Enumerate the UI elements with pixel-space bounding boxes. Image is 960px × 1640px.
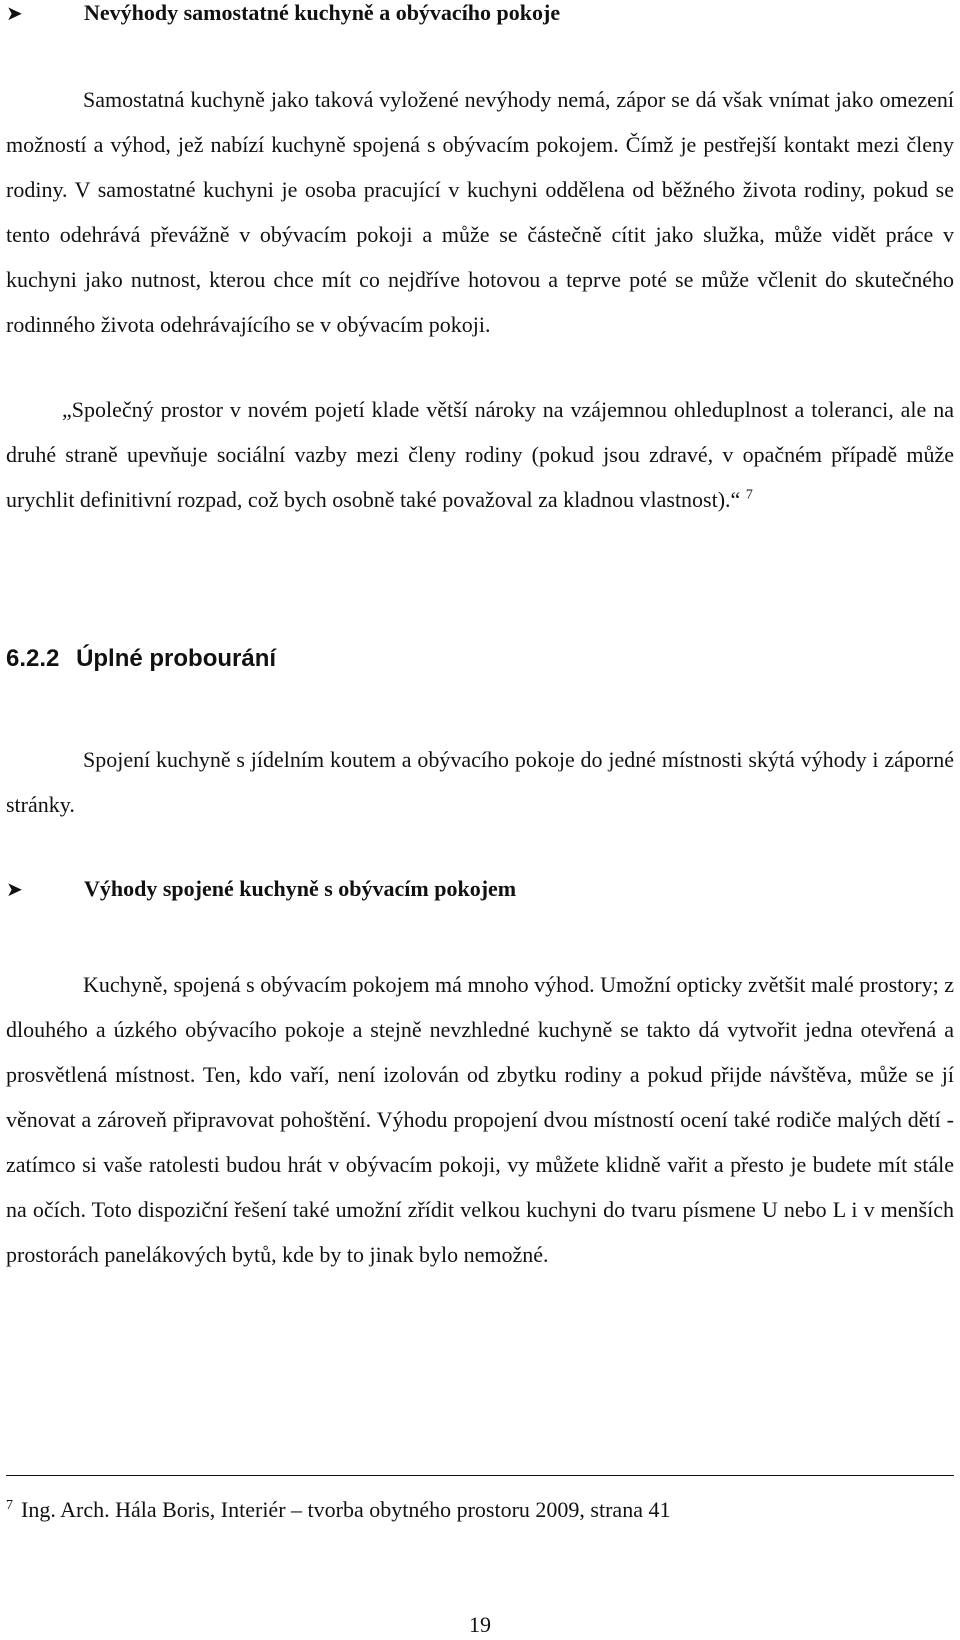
- section-number: 6.2.2: [6, 645, 60, 672]
- paragraph-section-intro: Spojení kuchyně s jídelním koutem a obývacího pokoje do jedné místnosti skýtá výhody i záporné stránky.: [6, 747, 954, 817]
- quote-paragraph: [6, 387, 954, 522]
- heading-disadvantages: [6, 0, 560, 26]
- footnote-marker: 7: [6, 1497, 13, 1513]
- quote-text: „Společný prostor v novém pojetí klade větší nároky na vzájemnou ohleduplnost a toleranci, ale na druhé straně upevňuje sociální vazby mezi členy rodiny (pokud jsou zdravé, v opačném případě může urychlit definitivní rozpad, což bych osobně také považoval za kladnou vlastnost).“: [6, 397, 954, 512]
- page-number: 19: [469, 1612, 491, 1637]
- footnote-divider: [6, 1475, 954, 1476]
- paragraph-disadvantages: Samostatná kuchyně jako taková vyložené nevýhody nemá, zápor se dá však vnímat jako omezení možností a výhod, jež nabízí kuchyně spojená s obývacím pokojem. Čímž je pestřejší kontakt mezi členy rodiny. V samostatné kuchyni je osoba pracující v kuchyni oddělena od běžného života rodiny, pokud se tento odehrává převážně v obývacím pokoji a může se částečně cítit jako služka, může vidět práce v kuchyni jako nutnost, kterou chce mít co nejdříve hotovou a teprve poté se může včlenit do skutečného rodinného života odehrávajícího se v obývacím pokoji.: [6, 87, 954, 337]
- footnote: [6, 1497, 670, 1523]
- heading-disadvantages-title: Nevýhody samostatné kuchyně a obývacího pokoje: [84, 0, 561, 25]
- section-heading: [6, 645, 276, 673]
- arrow-bullet-icon: ➤: [6, 1, 23, 25]
- footnote-reference: 7: [745, 487, 753, 503]
- footnote-text: Ing. Arch. Hála Boris, Interiér – tvorba obytného prostoru 2009, strana 41: [21, 1497, 671, 1522]
- section-title: Úplné probourání: [76, 645, 277, 672]
- arrow-bullet-icon: ➤: [6, 877, 23, 901]
- paragraph-advantages: Kuchyně, spojená s obývacím pokojem má mnoho výhod. Umožní opticky zvětšit malé prostory; z dlouhého a úzkého obývacího pokoje a stejně nevzhledné kuchyně se takto dá vytvořit jedna otevřená a prosvětlená místnost. Ten, kdo vaří, není izolován od zbytku rodiny a pokud přijde návštěva, může se jí věnovat a zároveň připravovat pohoštění. Výhodu propojení dvou místností ocení také rodiče malých dětí - zatímco si vaše ratolesti budou hrát v obývacím pokoji, vy můžete klidně vařit a přesto je budete mít stále na očích. Toto dispoziční řešení také umožní zřídit velkou kuchyni do tvaru písmene U nebo L i v menších prostorách panelákových bytů, kde by to jinak bylo nemožné.: [6, 972, 954, 1267]
- heading-advantages-title: Výhody spojené kuchyně s obývacím pokojem: [84, 876, 517, 901]
- heading-advantages: [6, 876, 516, 902]
